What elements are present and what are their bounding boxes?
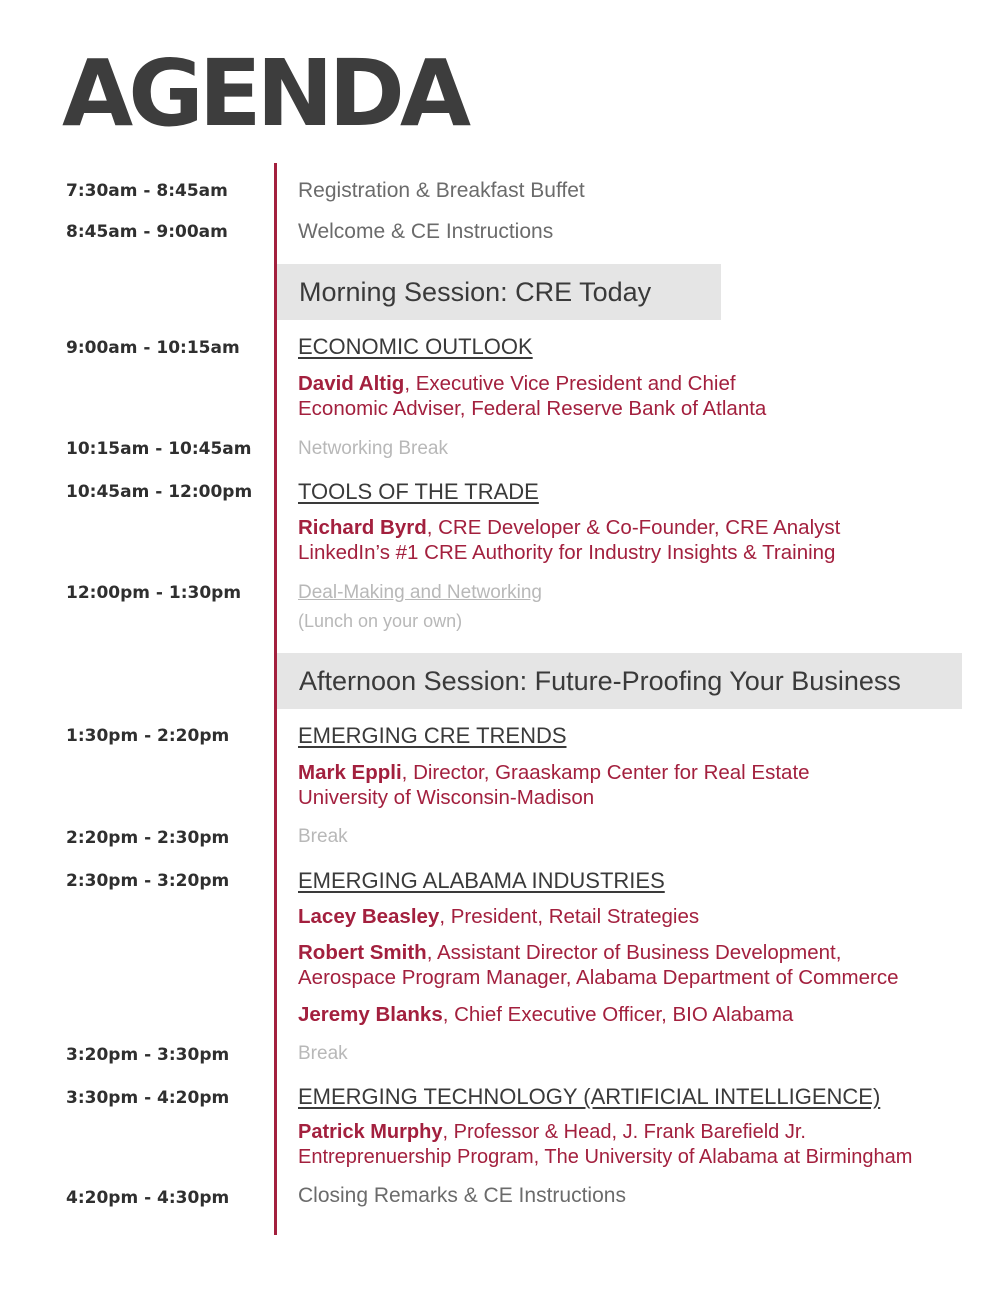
- topic-emerging-alabama-industries: EMERGING ALABAMA INDUSTRIES: [298, 868, 665, 893]
- agenda-item-welcome: Welcome & CE Instructions: [298, 220, 554, 243]
- agenda-item-break: Break: [298, 1043, 348, 1064]
- speaker-name: Jeremy Blanks: [298, 1003, 443, 1026]
- speaker-title: Aerospace Program Manager, Alabama Department of Commerce: [298, 966, 899, 989]
- speaker-entry: [298, 940, 898, 990]
- topic-economic-outlook: ECONOMIC OUTLOOK: [298, 334, 533, 359]
- time-slot: 7:30am - 8:45am: [66, 181, 228, 201]
- speaker-title: , President, Retail Strategies: [439, 905, 700, 928]
- time-slot: 1:30pm - 2:20pm: [66, 726, 230, 746]
- time-slot: 2:20pm - 2:30pm: [66, 828, 230, 848]
- speaker-entry: [298, 515, 840, 565]
- agenda-item-deal-making: Deal-Making and Networking: [298, 582, 542, 603]
- session-header-morning: Morning Session: CRE Today: [277, 264, 721, 320]
- speaker-title: , Assistant Director of Business Development,: [426, 941, 842, 964]
- time-slot: 10:15am - 10:45am: [66, 439, 252, 459]
- time-slot: 12:00pm - 1:30pm: [66, 583, 242, 603]
- page-title: AGENDA: [62, 40, 467, 147]
- speaker-name: Robert Smith: [298, 941, 427, 964]
- speaker-name: David Altig: [298, 372, 405, 395]
- speaker-name: Richard Byrd: [298, 516, 427, 539]
- speaker-entry: [298, 371, 766, 421]
- speaker-entry: [298, 904, 699, 929]
- speaker-name: Lacey Beasley: [298, 905, 440, 928]
- time-slot: 2:30pm - 3:20pm: [66, 871, 230, 891]
- agenda-item-registration: Registration & Breakfast Buffet: [298, 179, 585, 202]
- speaker-title: Economic Adviser, Federal Reserve Bank of Atlanta: [298, 397, 767, 420]
- speaker-title: LinkedIn’s #1 CRE Authority for Industry Insights & Training: [298, 541, 836, 564]
- session-header-afternoon: Afternoon Session: Future-Proofing Your Business: [277, 653, 962, 709]
- speaker-name: Patrick Murphy: [298, 1121, 443, 1143]
- time-slot: 3:20pm - 3:30pm: [66, 1045, 230, 1065]
- time-slot: 4:20pm - 4:30pm: [66, 1188, 230, 1208]
- agenda-item-closing: Closing Remarks & CE Instructions: [298, 1184, 626, 1207]
- topic-tools-of-the-trade: TOOLS OF THE TRADE: [298, 479, 539, 504]
- speaker-title: Entreprenuership Program, The University of Alabama at Birmingham: [298, 1146, 913, 1168]
- speaker-title: , Executive Vice President and Chief: [404, 372, 736, 395]
- agenda-item-break: Break: [298, 826, 348, 847]
- speaker-title: , Director, Graaskamp Center for Real Estate: [401, 761, 810, 784]
- speaker-title: , Chief Executive Officer, BIO Alabama: [442, 1003, 794, 1026]
- time-slot: 3:30pm - 4:20pm: [66, 1088, 230, 1108]
- speaker-entry: [298, 1002, 793, 1027]
- agenda-item-lunch-note: (Lunch on your own): [298, 611, 463, 631]
- speaker-entry: [298, 760, 810, 810]
- topic-emerging-cre-trends: EMERGING CRE TRENDS: [298, 723, 567, 748]
- speaker-title: , Professor & Head, J. Frank Barefield Jr.: [442, 1121, 806, 1143]
- time-slot: 10:45am - 12:00pm: [66, 482, 253, 502]
- speaker-entry: [298, 1120, 912, 1170]
- topic-emerging-technology: EMERGING TECHNOLOGY (ARTIFICIAL INTELLIGENCE): [298, 1084, 881, 1109]
- speaker-title: University of Wisconsin-Madison: [298, 786, 595, 809]
- time-slot: 8:45am - 9:00am: [66, 222, 228, 242]
- speaker-title: , CRE Developer & Co-Founder, CRE Analyst: [426, 516, 841, 539]
- agenda-item-networking-break: Networking Break: [298, 438, 448, 459]
- time-slot: 9:00am - 10:15am: [66, 338, 240, 358]
- speaker-name: Mark Eppli: [298, 761, 402, 784]
